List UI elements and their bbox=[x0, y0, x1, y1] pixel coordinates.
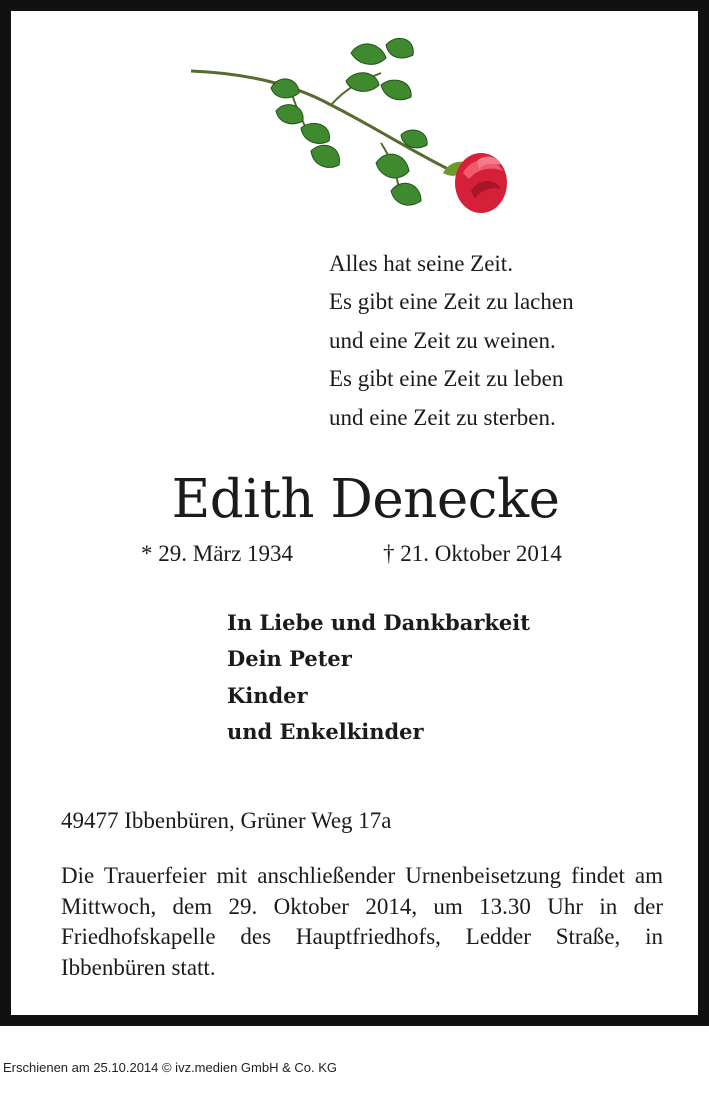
mourner-line: Kinder bbox=[227, 682, 308, 708]
address: 49477 Ibbenbüren, Grüner Weg 17a bbox=[61, 808, 392, 833]
mourner-line: Dein Peter bbox=[227, 646, 352, 672]
mourner-line: und Enkelkinder bbox=[227, 719, 424, 745]
death-date: † 21. Oktober 2014 bbox=[383, 541, 562, 566]
poem-line: Es gibt eine Zeit zu leben bbox=[329, 366, 564, 392]
publication-footer: Erschienen am 25.10.2014 © ivz.medien GmbH & Co. KG bbox=[3, 1060, 338, 1075]
poem-line: Alles hat seine Zeit. bbox=[329, 251, 513, 276]
poem-line: Es gibt eine Zeit zu lachen bbox=[329, 289, 574, 315]
mourner-line: In Liebe und Dankbarkeit bbox=[227, 610, 530, 635]
mourners bbox=[227, 605, 530, 751]
birth-date: * 29. März 1934 bbox=[141, 541, 294, 566]
poem-line: und eine Zeit zu sterben. bbox=[329, 404, 556, 430]
poem bbox=[329, 245, 574, 437]
poem-line: und eine Zeit zu weinen. bbox=[329, 327, 556, 353]
funeral-service-info: Die Trauerfeier mit anschließender Urnenbeisetzung findet am Mittwoch, dem 29. Oktober 2014, um 13.30 Uhr in der Friedhofskapelle des Hauptfriedhofs, Ledder Straße, in Ibbenbüren statt. bbox=[61, 863, 663, 980]
deceased-name: Edith Denecke bbox=[171, 469, 560, 530]
rose-icon bbox=[181, 33, 511, 223]
